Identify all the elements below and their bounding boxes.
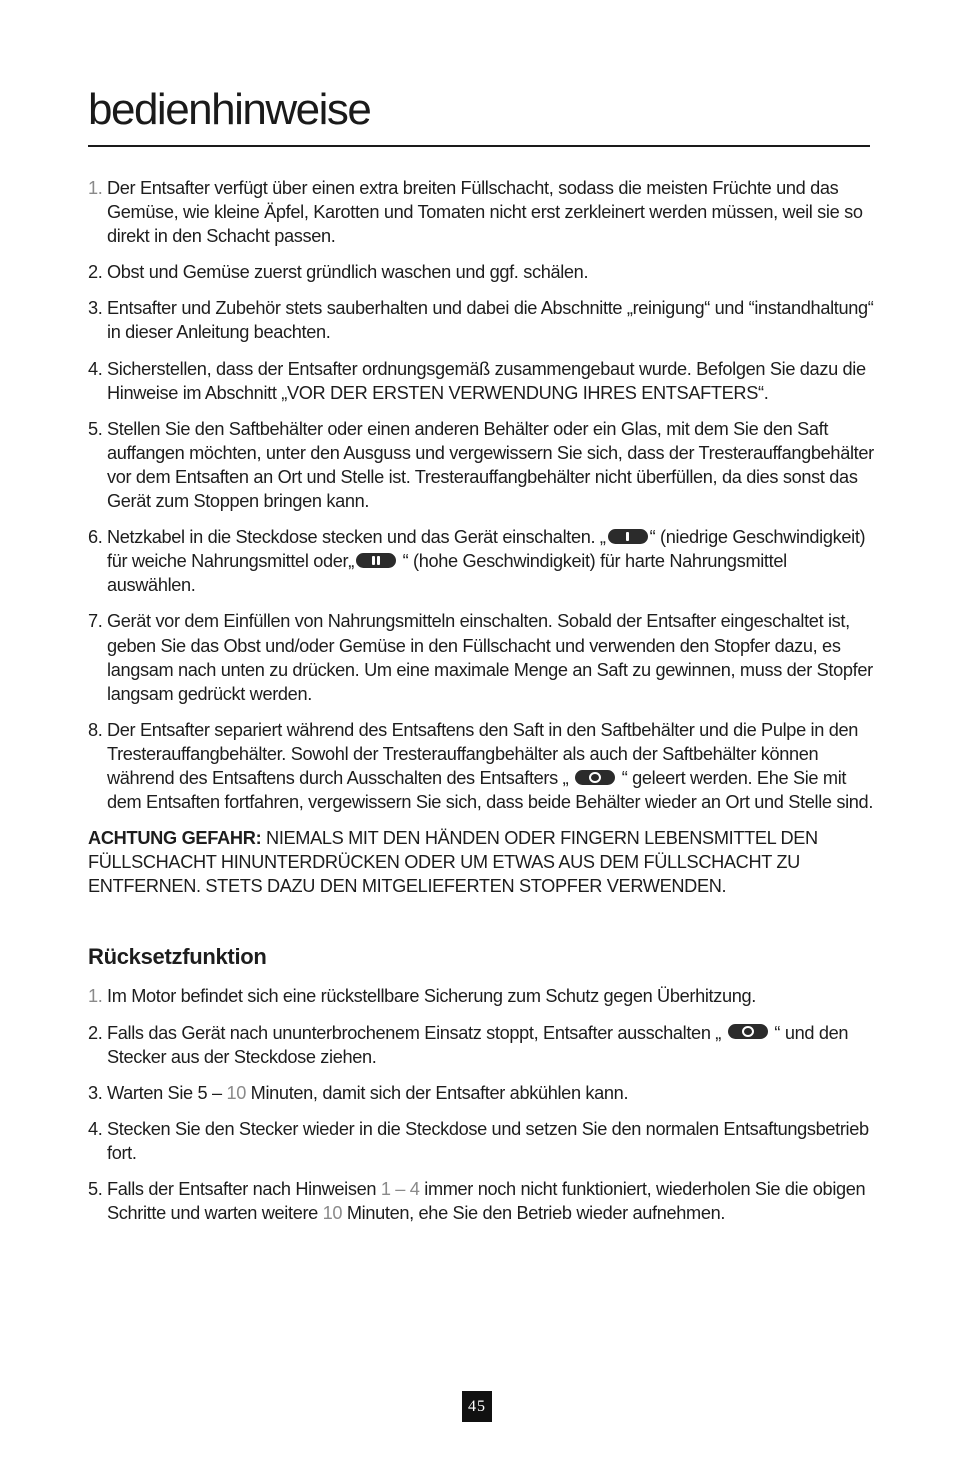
step-number: 3. xyxy=(88,1082,103,1103)
step-text: Warten Sie 5 – xyxy=(107,1082,227,1103)
step-text: “ geleert werden. Ehe Sie mit dem Entsaften fortfahren, vergewissern Sie sich, dass beide Behälter wieder an Ort und Stelle sind. xyxy=(107,767,874,813)
step-text: Minuten, ehe Sie den Betrieb wieder aufnehmen. xyxy=(342,1203,726,1224)
step-text: Netzkabel in die Steckdose stecken und das Gerät einschalten. „ xyxy=(107,527,606,548)
step-text: Minuten, damit sich der Entsafter abkühlen kann. xyxy=(245,1082,629,1103)
step-text: Im Motor befindet sich eine rückstellbare Sicherung zum Schutz gegen Überhitzung. xyxy=(107,986,756,1007)
step-text: 10 xyxy=(226,1082,246,1103)
step-number: 1. xyxy=(88,178,103,198)
step-text: Der Entsafter verfügt über einen extra breiten Füllschacht, sodass die meisten Früchte und das Gemüse, wie kleine Äpfel, Karotten und Tomaten nicht erst zerkleinert werden müssen, weil sie so direkt in den Schacht passen. xyxy=(107,178,863,247)
step-8 xyxy=(88,718,878,814)
title-rule xyxy=(88,145,870,147)
step-5 xyxy=(88,417,878,513)
step-text: Entsafter und Zubehör stets sauberhalten und dabei die Abschnitte „reinigung“ und “instandhaltung“ in dieser Anleitung beachten. xyxy=(107,298,874,343)
step-text: Falls das Gerät nach ununterbrochenem Einsatz stoppt, Entsafter ausschalten „ xyxy=(107,1022,726,1043)
step-text: Sicherstellen, dass der Entsafter ordnungsgemäß zusammengebaut wurde. Befolgen Sie dazu die Hinweise im Abschnitt „VOR DER ERSTEN VERWENDUNG IHRES ENTSAFTERS“. xyxy=(107,358,866,403)
step-number: 2. xyxy=(88,262,103,283)
step-text: Der Entsafter separiert während des Entsaftens den Saft in den Saftbehälter und die Pulpe in den Tresterauffangbehälter. Sowohl der Tresterauffangbehälter als auch der Saftbehälter können während des Entsaftens durch Ausschalten des Entsafters „ xyxy=(107,719,858,788)
page-title: bedienhinweise xyxy=(88,85,371,134)
step-number: 4. xyxy=(88,358,103,379)
step-number: 3. xyxy=(88,298,103,319)
instructions-content xyxy=(88,176,878,1237)
step-text: immer noch nicht funktioniert, wiederholen Sie die obigen Schritte und warten weitere xyxy=(107,1179,866,1224)
high-speed-switch-icon xyxy=(356,553,396,568)
step-text: “ (niedrige Geschwindigkeit) für weiche Nahrungsmittel oder„ xyxy=(107,527,866,572)
step-text: Stecken Sie den Stecker wieder in die Steckdose und setzen Sie den normalen Entsaftungsbetrieb fort. xyxy=(107,1118,869,1163)
step-text: 1 – 4 xyxy=(380,1179,420,1199)
step-text: Gerät vor dem Einfüllen von Nahrungsmitteln einschalten. Sobald der Entsafter eingeschaltet ist, geben Sie das Obst und/oder Gemüse in den Füllschacht und verwenden den Stopfer dazu, es langsam nach unten zu drücken. Um eine maximale Menge an Saft zu gewinnen, muss der Stopfer langsam gedrückt werden. xyxy=(107,611,873,704)
warning-label: ACHTUNG GEFAHR: xyxy=(88,828,262,849)
step-number: 7. xyxy=(88,611,103,632)
step-text: Stellen Sie den Saftbehälter oder einen anderen Behälter oder ein Glas, mit dem Sie den Saft auffangen möchten, unter den Ausguss und vergewissern Sie sich, dass der Tresterauffangbehälter vor dem Entsaften an Ort und Stelle ist. Tresterauffangbehälter nicht überfüllen, da dies sonst das Gerät zum Stoppen bringen kann. xyxy=(107,418,874,512)
step-number: 5. xyxy=(88,1179,103,1199)
reset-step-2 xyxy=(88,1021,878,1069)
step-text: Falls der Entsafter nach Hinweisen xyxy=(107,1179,381,1199)
step-6 xyxy=(88,525,878,597)
step-text: “ (hohe Geschwindigkeit) für harte Nahrungsmittel auswählen. xyxy=(107,551,787,596)
step-number: 2. xyxy=(88,1022,103,1043)
reset-heading: Rücksetzfunktion xyxy=(88,944,267,970)
step-text: 10 xyxy=(322,1203,343,1224)
reset-step-5 xyxy=(88,1177,878,1225)
step-number: 6. xyxy=(88,527,103,548)
reset-step-3 xyxy=(88,1081,878,1105)
step-3 xyxy=(88,296,878,344)
off-switch-icon xyxy=(728,1024,768,1039)
low-speed-switch-icon xyxy=(608,529,648,544)
off-switch-icon xyxy=(575,770,615,785)
safety-warning xyxy=(88,826,878,898)
operating-steps-list xyxy=(88,176,878,814)
step-4 xyxy=(88,357,878,405)
step-number: 5. xyxy=(88,418,103,439)
step-number: 1. xyxy=(88,986,103,1007)
reset-step-1 xyxy=(88,984,878,1008)
step-2 xyxy=(88,260,878,284)
step-text: Obst und Gemüse zuerst gründlich waschen und ggf. schälen. xyxy=(107,262,589,283)
reset-steps-list xyxy=(88,984,878,1225)
reset-step-4 xyxy=(88,1117,878,1165)
warning-text: NIEMALS MIT DEN HÄNDEN ODER FINGERN LEBENSMITTEL DEN FÜLLSCHACHT HINUNTERDRÜCKEN ODER UM ETWAS AUS DEM FÜLLSCHACHT ZU ENTFERNEN. STETS DAZU DEN MITGELIEFERTEN STOPFER VERWENDEN. xyxy=(88,828,818,897)
step-number: 8. xyxy=(88,719,103,740)
step-number: 4. xyxy=(88,1118,103,1139)
page-number: 45 xyxy=(462,1391,492,1422)
step-7 xyxy=(88,609,878,705)
step-1 xyxy=(88,176,878,248)
step-text: “ und den Stecker aus der Steckdose ziehen. xyxy=(107,1022,849,1067)
